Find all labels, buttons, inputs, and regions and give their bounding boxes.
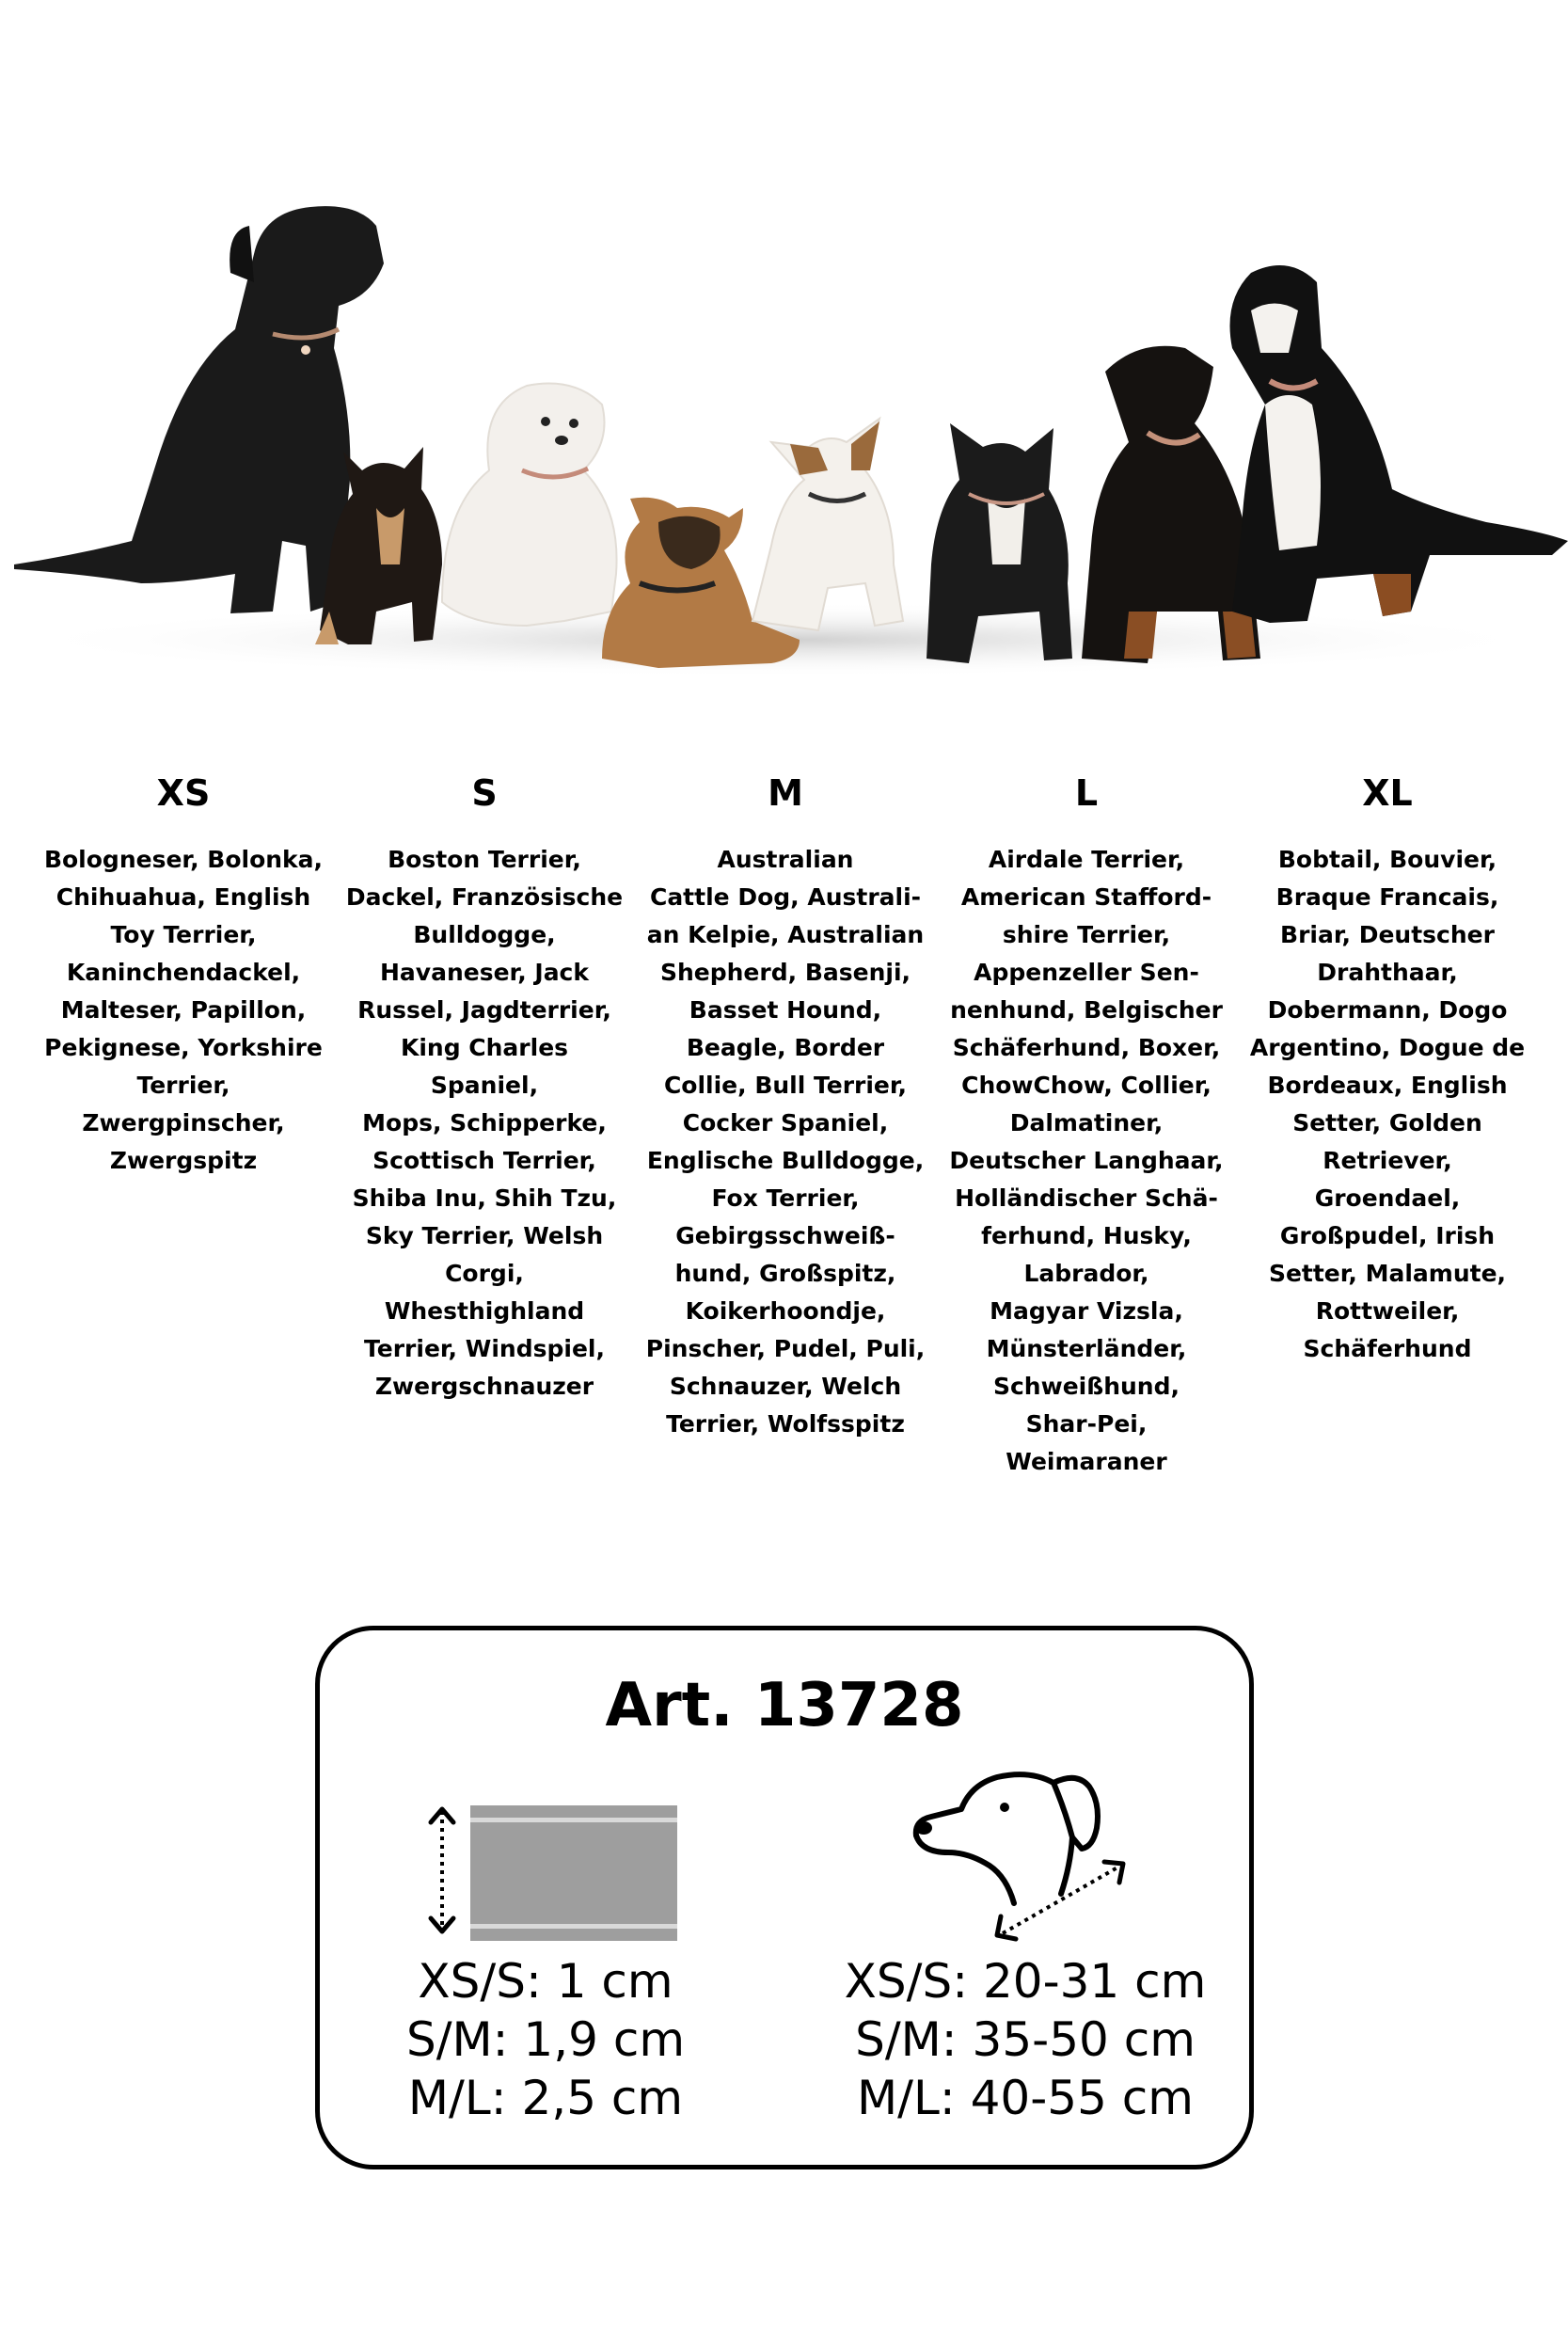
width-spec: S/M: 1,9 cm <box>405 2012 686 2067</box>
size-column-xs <box>42 771 325 1481</box>
size-column-l <box>945 771 1227 1481</box>
neck-size-spec: XS/S: 20-31 cm <box>844 1954 1207 2009</box>
article-info-box <box>315 1626 1254 2169</box>
dog-group-photo <box>0 169 1568 696</box>
breed-list: Bologneser, Bolonka, Chihuahua, English Toy Terrier, Kaninchendackel, Malteser, Papillon, Pekignese, Yorkshire Terrier, Zwergpinscher, Zwergspitz <box>43 846 324 1174</box>
width-spec: XS/S: 1 cm <box>418 1954 673 2009</box>
size-column-m <box>644 771 927 1481</box>
jack-russell-dog <box>752 419 903 630</box>
width-list <box>367 1952 724 2127</box>
collar-strap <box>470 1805 677 1941</box>
swiss-mountain-dog <box>1230 265 1568 623</box>
size-table <box>42 771 1528 1481</box>
neck-size-spec: M/L: 40-55 cm <box>857 2071 1194 2125</box>
size-label: S <box>471 772 498 814</box>
breed-list: Australian Cattle Dog, Australi- an Kelpie, Australian Shepherd, Basenji, Basset Hound, Beagle, Border Collie, Bull Terrier, Cocker Spaniel, Englische Bulldogge, Fox Terrier, Gebirgsschweiß- hund, Großspitz, Koikerhoondje, Pinscher, Pudel, Puli, Schnauzer, Welch Terrier, Wolfsspitz <box>645 846 926 1438</box>
size-label: XL <box>1362 772 1413 814</box>
article-number: Art. 13728 <box>605 1671 964 1740</box>
size-label: M <box>768 772 803 814</box>
neck-size-spec: S/M: 35-50 cm <box>855 2012 1196 2067</box>
maltese-dog <box>442 384 617 627</box>
size-column-xl <box>1246 771 1528 1481</box>
breed-list: Bobtail, Bouvier, Braque Francais, Briar, Deutscher Drahthaar, Dobermann, Dogo Argentino, Dogue de Bordeaux, English Setter, Golden Retriever, Groendael, Großpudel, Irish Setter, Malamute, Rottweiler, Schäferhund <box>1249 846 1526 1362</box>
size-column-s <box>343 771 626 1481</box>
neck-size-list <box>828 1952 1223 2127</box>
breed-list: Airdale Terrier, American Stafford- shire Terrier, Appenzeller Sen- nenhund, Belgischer Schäferhund, Boxer, ChowChow, Collier, Dalmatiner, Deutscher Langhaar, Holländischer Schä- ferhund, Husky, Labrador, Magyar Vizsla, Münsterländer, Schweißhund, Shar-Pei, Weimaraner <box>949 846 1224 1475</box>
breed-list: Boston Terrier, Dackel, Französische Bulldogge, Havaneser, Jack Russel, Jagdterrier, King Charles Spaniel, Mops, Schipperke, Scottisch Terrier, Shiba Inu, Shih Tzu, Sky Terrier, Welsh Corgi, Whesthighland Terrier, Windspiel, Zwergschnauzer <box>345 846 624 1400</box>
labrador-dog <box>14 206 384 613</box>
width-spec: M/L: 2,5 cm <box>407 2071 684 2125</box>
collar-width-icon <box>423 1800 687 1941</box>
size-label: XS <box>156 772 211 814</box>
dog-neck-measure-icon <box>903 1762 1148 1950</box>
size-label: L <box>1074 772 1099 814</box>
